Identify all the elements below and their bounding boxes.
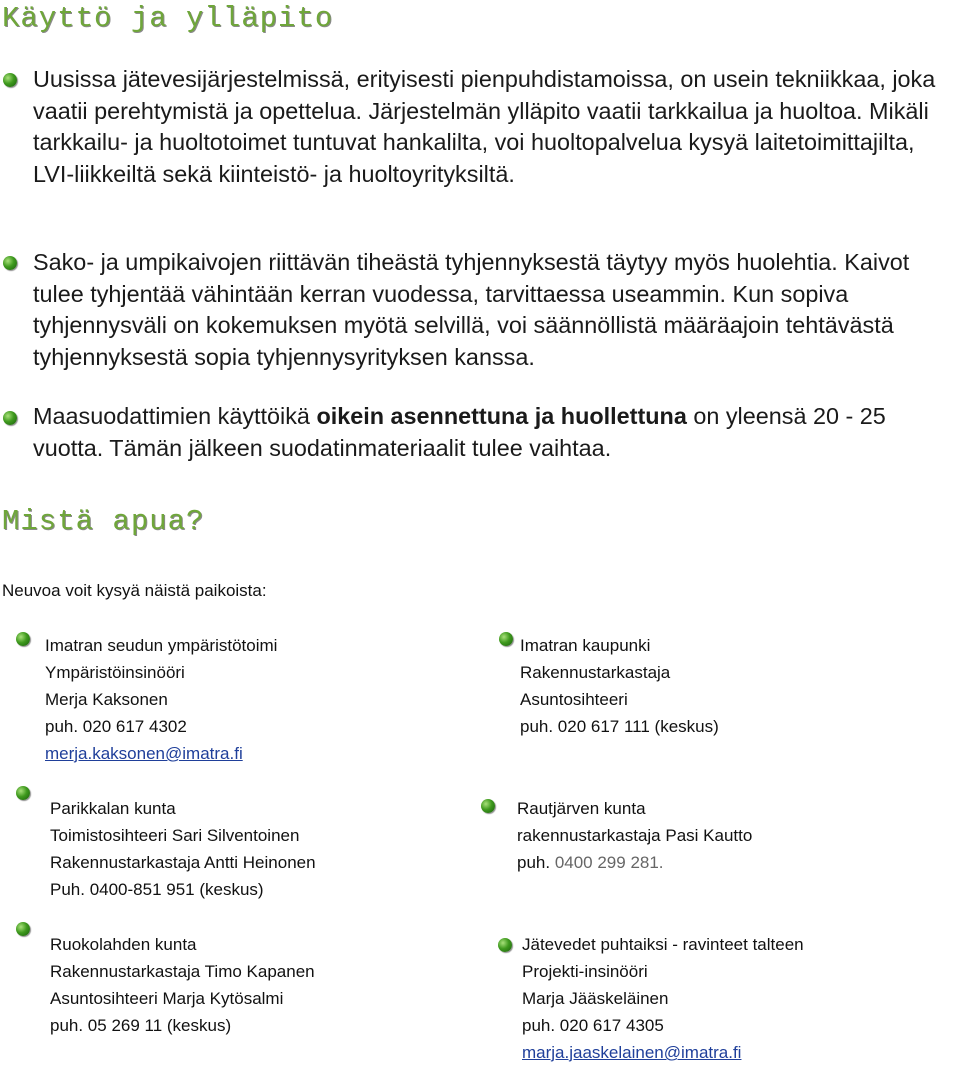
contact-jatevedet-project (522, 931, 804, 1066)
contact-line: Ympäristöinsinööri (45, 663, 185, 682)
bullet-icon (16, 922, 30, 936)
bullet-icon (498, 938, 512, 952)
contact-line: Projekti-insinööri (522, 962, 648, 981)
contact-line: Asuntosihteeri (520, 690, 628, 709)
contact-parikkala (50, 795, 316, 903)
paragraph-soil-filter-bold: oikein asennettuna ja huollettuna (316, 403, 687, 429)
intro-text: Neuvoa voit kysyä näistä paikoista: (2, 581, 267, 600)
bullet-icon (16, 632, 30, 646)
email-link-marja-jaaskelainen[interactable]: marja.jaaskelainen@imatra.fi (522, 1043, 742, 1062)
contact-imatra-environment (45, 632, 277, 767)
heading-kaytto-ja-yllapito: Käyttö ja ylläpito (2, 2, 334, 35)
email-link-merja-kaksonen[interactable]: merja.kaksonen@imatra.fi (45, 744, 243, 763)
paragraph-soil-filter-text-2: on yleensä 20 - 25 vuotta. Tämän jälkeen suodatinmateriaalit tulee vaihtaa. (33, 403, 886, 461)
contact-line: Ruokolahden kunta (50, 935, 197, 954)
contact-line: Rakennustarkastaja Timo Kapanen (50, 962, 315, 981)
contact-line: Imatran seudun ympäristötoimi (45, 636, 278, 655)
contact-line: puh. 05 269 11 (keskus) (50, 1016, 232, 1035)
contact-line: puh. 020 617 111 (keskus) (520, 717, 719, 736)
paragraph-soil-filter (33, 401, 958, 464)
contact-line: Rakennustarkastaja Antti Heinonen (50, 853, 316, 872)
contact-line: Asuntosihteeri Marja Kytösalmi (50, 989, 284, 1008)
paragraph-emptying: Sako- ja umpikaivojen riittävän tiheästä tyhjennyksestä täytyy myös huolehtia. Kaivot tulee tyhjentää vähintään kerran vuodessa, tarvittaessa useammin. Kun sopiva tyhjennysväli on kokemuksen myötä selvillä, voi säännöllistä määräajoin tehtävästä tyhjennyksestä sopia tyhjennysyrityksen kanssa. (33, 249, 910, 370)
contact-phone-value: 0400 299 281. (554, 853, 664, 872)
contact-line: Toimistosihteeri Sari Silventoinen (50, 826, 300, 845)
contact-line: Marja Jääskeläinen (522, 989, 669, 1008)
contact-line: Parikkalan kunta (50, 799, 176, 818)
contact-line: Rakennustarkastaja (520, 663, 671, 682)
contact-line: Imatran kaupunki (520, 636, 651, 655)
paragraph-maintenance: Uusissa jätevesijärjestelmissä, erityisesti pienpuhdistamoissa, on usein tekniikkaa, joka vaatii perehtymistä ja opettelua. Järjestelmän ylläpito vaatii tarkkailua ja huoltoa. Mikäli tarkkailu- ja huoltotoimet tuntuvat hankalilta, voi huoltopalvelua kysyä laitetoimittajilta, LVI-liikkeiltä sekä kiinteistö- ja huoltoyrityksiltä. (33, 66, 936, 187)
bullet-icon (3, 73, 17, 87)
heading-mista-apua: Mistä apua? (2, 505, 205, 538)
contact-line: Jätevedet puhtaiksi - ravinteet talteen (522, 935, 804, 954)
bullet-icon (499, 632, 513, 646)
contact-phone-label: puh. (517, 853, 555, 872)
bullet-icon (3, 256, 17, 270)
contact-line: Merja Kaksonen (45, 690, 168, 709)
paragraph-soil-filter-text-1: Maasuodattimien käyttöikä (33, 403, 317, 429)
bullet-icon (3, 411, 17, 425)
contact-rautjarvi (517, 795, 752, 876)
bullet-icon (16, 786, 30, 800)
contact-line: puh. 020 617 4305 (522, 1016, 664, 1035)
contact-line: rakennustarkastaja Pasi Kautto (517, 826, 753, 845)
contact-line: Rautjärven kunta (517, 799, 646, 818)
contact-imatra-city (520, 632, 719, 740)
contact-line: Puh. 0400-851 951 (keskus) (50, 880, 264, 899)
contact-ruokolahti (50, 931, 315, 1039)
bullet-icon (481, 799, 495, 813)
contact-line: puh. 020 617 4302 (45, 717, 187, 736)
